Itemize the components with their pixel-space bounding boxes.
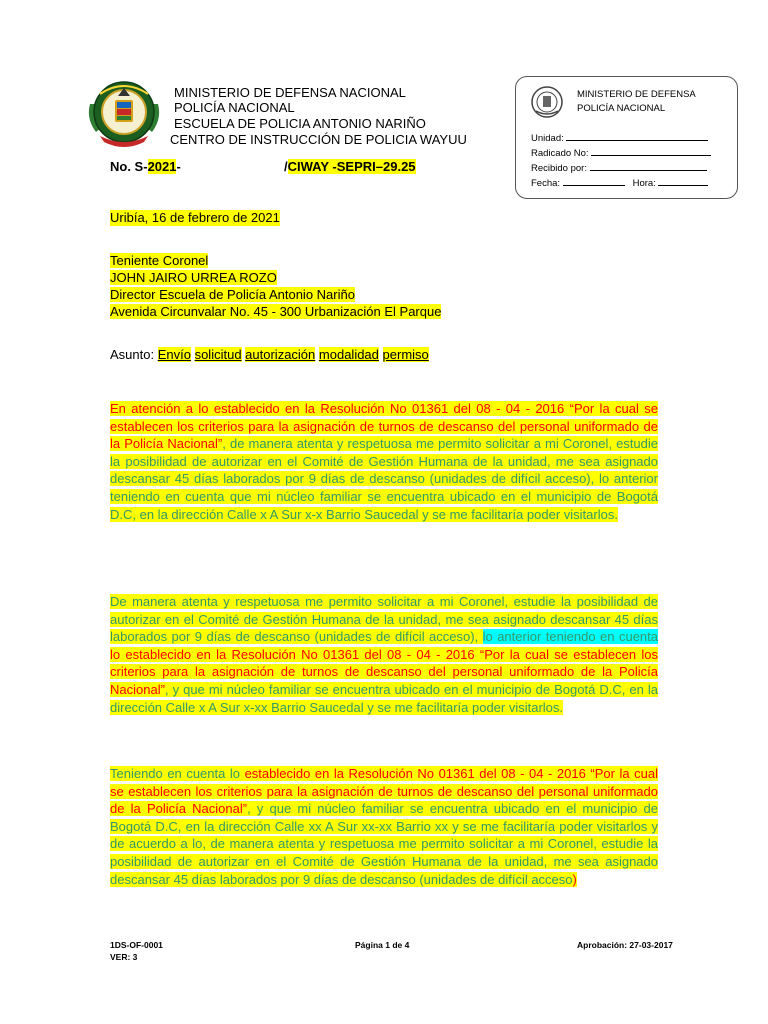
stamp-emblem-logo bbox=[530, 85, 564, 119]
recipient-position: Director Escuela de Policía Antonio Nariño bbox=[110, 287, 355, 302]
reference-code: /CIWAY -SEPRI–29.25 bbox=[284, 159, 416, 174]
date-line: Uribía, 16 de febrero de 2021 bbox=[110, 210, 280, 225]
header-center: CENTRO DE INSTRUCCIÓN DE POLICIA WAYUU bbox=[170, 132, 467, 147]
reference-number: No. S-2021- bbox=[110, 159, 181, 174]
paragraph-2: De manera atenta y respetuosa me permito solicitar a mi Coronel, estudie la posibilidad de autorizar en el Comité de Gestión Humana de la unidad, me sea asignado descansar 45 días laborados por 9 días de descanso (unidades de difícil acceso), lo anterior teniendo en cuenta lo establecido en la Resolución No 01361 del 08 - 04 - 2016 “Por la cual se establecen los criterios para la asignación de turnos de descanso del personal uniformado de la Policía Nacional”, y que mi núcleo familiar se encuentra ubicado en el municipio de Bogotá D.C, en la dirección Calle x A Sur x-xx Barrio Saucedal y se me facilitaría poder visitarlos. bbox=[110, 594, 658, 715]
stamp-radicado-field: Radicado No: bbox=[531, 147, 711, 160]
stamp-recibido-field: Recibido por: bbox=[531, 162, 707, 175]
subject-line: Asunto: Envío solicitud autorización modalidad permiso bbox=[110, 347, 429, 362]
reception-stamp bbox=[515, 76, 738, 199]
stamp-title-police: POLICÍA NACIONAL bbox=[577, 103, 666, 114]
header-ministry: MINISTERIO DE DEFENSA NACIONAL bbox=[174, 85, 406, 100]
footer-approval-date: Aprobación: 27-03-2017 bbox=[577, 940, 673, 950]
stamp-title-ministry: MINISTERIO DE DEFENSA bbox=[577, 89, 696, 100]
recipient-block bbox=[110, 252, 441, 320]
paragraph-3: Teniendo en cuenta lo establecido en la Resolución No 01361 del 08 - 04 - 2016 “Por la cual se establecen los criterios para la asignación de turnos de descanso del personal uniformado de la Policía Nacional”, y que mi núcleo familiar se encuentra ubicado en el municipio de Bogotá D.C, en la dirección Calle xx A Sur xx-xx Barrio xx y se me facilitaría poder visitarlos y de acuerdo a lo, de manera atenta y respetuosa me permito solicitar a mi Coronel, estudie la posibilidad de autorizar en el Comité de Gestión Humana de la unidad, me sea asignado descansar 45 días laborados por 9 días de descanso (unidades de difícil acceso) bbox=[110, 766, 658, 887]
stamp-fecha-hora-field: Fecha: Hora: bbox=[531, 177, 708, 190]
recipient-address: Avenida Circunvalar No. 45 - 300 Urbanización El Parque bbox=[110, 304, 442, 319]
footer-version: VER: 3 bbox=[110, 952, 138, 962]
paragraph-1: En atención a lo establecido en la Resolución No 01361 del 08 - 04 - 2016 “Por la cual se establecen los criterios para la asignación de turnos de descanso del personal uniformado de la Policía Nacional”, de manera atenta y respetuosa me permito solicitar a mi Coronel, estudie la posibilidad de autorizar en el Comité de Gestión Humana de la unidad, me sea asignado descansar 45 días laborados por 9 días de descanso (unidades de difícil acceso), lo anterior teniendo en cuenta que mi núcleo familiar se encuentra ubicado en el municipio de Bogotá D.C, en la dirección Calle x A Sur x-x Barrio Saucedal y se me facilitaría poder visitarlos. bbox=[110, 401, 658, 522]
footer-document-code: 1DS-OF-0001 bbox=[110, 940, 163, 950]
footer-page-number: Página 1 de 4 bbox=[355, 940, 410, 950]
recipient-rank: Teniente Coronel bbox=[110, 253, 209, 268]
recipient-name: JOHN JAIRO URREA ROZO bbox=[110, 270, 277, 285]
header-school: ESCUELA DE POLICIA ANTONIO NARIÑO bbox=[174, 116, 426, 131]
header-police: POLICÍA NACIONAL bbox=[174, 100, 295, 115]
stamp-unidad-field: Unidad: bbox=[531, 132, 708, 145]
police-emblem-logo bbox=[86, 74, 162, 150]
